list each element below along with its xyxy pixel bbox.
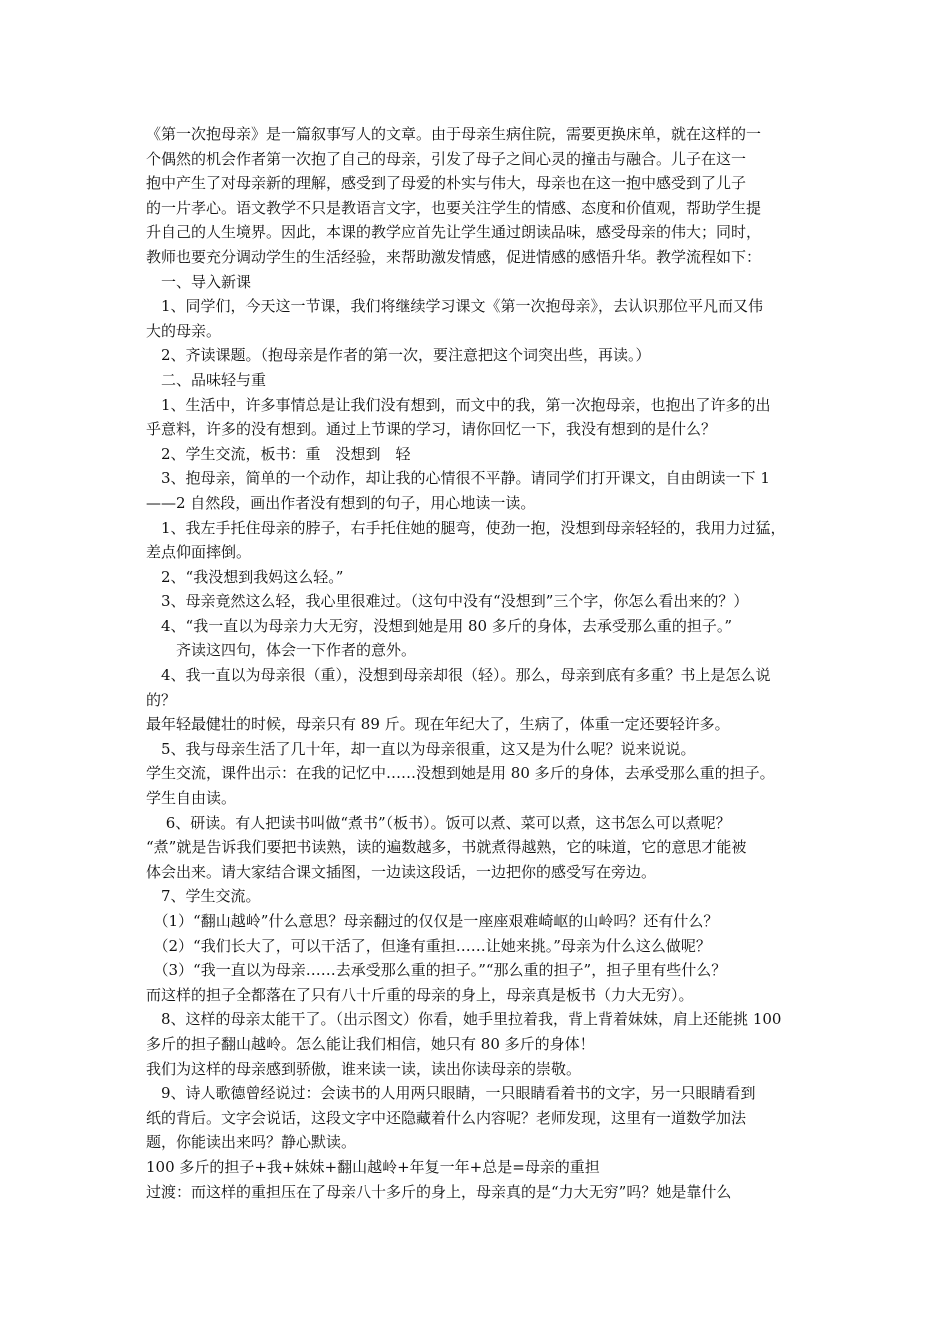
text-line: 题，你能读出来吗？静心默读。 [146,1133,357,1152]
text-line: 我们为这样的母亲感到骄傲，谁来读一读，读出你读母亲的崇敬。 [146,1059,582,1078]
text-line: 4、“我一直以为母亲力大无穷，没想到她是用 80 多斤的身体，去承受那么重的担子。” [146,616,733,635]
document-body [146,122,814,1204]
text-line: 1、我左手托住母亲的脖子，右手托住她的腿弯，使劲一抱，没想到母亲轻轻的，我用力过猛， [146,518,786,537]
text-line: 2、齐读课题。（抱母亲是作者的第一次，要注意把这个词突出些，再读。） [146,346,651,365]
text-line: （3）“我一直以为母亲……去承受那么重的担子。”“那么重的担子”，担子里有些什么？ [146,961,727,980]
text-line: 7、学生交流。 [146,887,261,906]
text-line: 乎意料，许多的没有想到。通过上节课的学习，请你回忆一下，我没有想到的是什么？ [146,420,717,439]
text-line: 2、“我没想到我妈这么轻。” [146,567,344,586]
text-line: （2）“我们长大了，可以干活了，但逢有重担……让她来挑。”母亲为什么这么做呢？ [146,936,711,955]
text-line: 3、母亲竟然这么轻，我心里很难过。（这句中没有“没想到”三个字，你怎么看出来的？） [146,592,749,611]
text-line: 8、这样的母亲太能干了。（出示图文）你看，她手里拉着我，背上背着妹妹，肩上还能挑 100 [146,1010,782,1029]
section-heading: 一、导入新课 [146,272,252,291]
section-heading: 二、品味轻与重 [146,370,267,389]
text-line: 最年轻最健壮的时候，母亲只有 89 斤。现在年纪大了，生病了，体重一定还要轻许多。 [146,715,730,734]
text-line: 过渡：而这样的重担压在了母亲八十多斤的身上，母亲真的是“力大无穷”吗？她是靠什么 [146,1182,732,1201]
text-line: 学生自由读。 [146,789,237,808]
text-line: 多斤的担子翻山越岭。怎么能让我们相信，她只有 80 多斤的身体！ [146,1034,595,1053]
text-line: 而这样的担子全都落在了只有八十斤重的母亲的身上，母亲真是板书（力大无穷）。 [146,985,694,1004]
text-line: 1、生活中，许多事情总是让我们没有想到，而文中的我，第一次抱母亲，也抱出了许多的出 [146,395,771,414]
text-line: 教师也要充分调动学生的生活经验，来帮助激发情感，促进情感的感悟升华。教学流程如下： [146,247,762,266]
text-line: 100 多斤的担子+我+妹妹+翻山越岭+年复一年+总是=母亲的重担 [146,1157,600,1176]
text-line: 9、诗人歌德曾经说过：会读书的人用两只眼睛，一只眼睛看着书的文字，另一只眼睛看到 [146,1084,756,1103]
text-line: 抱中产生了对母亲新的理解，感受到了母爱的朴实与伟大，母亲也在这一抱中感受到了儿子 [146,174,747,193]
text-line: 体会出来。请大家结合课文插图，一边读这段话，一边把你的感受写在旁边。 [146,862,657,881]
text-line: 1、同学们，今天这一节课，我们将继续学习课文《第一次抱母亲》，去认识那位平凡而又伟 [146,297,764,316]
text-line: 4、我一直以为母亲很（重），没想到母亲却很（轻）。那么，母亲到底有多重？书上是怎么说 [146,666,771,685]
text-line: 学生交流，课件出示：在我的记忆中……没想到她是用 80 多斤的身体，去承受那么重的担子。 [146,764,775,783]
text-line: “煮”就是告诉我们要把书读熟，读的遍数越多，书就煮得越熟，它的味道，它的意思才能被 [146,838,747,857]
text-line: 6、研读。有人把读书叫做“煮书”（板书）。饭可以煮、菜可以煮，这书怎么可以煮呢？ [146,813,731,832]
text-line: ——2 自然段，画出作者没有想到的句子，用心地读一读。 [146,493,536,512]
text-line: 《第一次抱母亲》是一篇叙事写人的文章。由于母亲生病住院，需要更换床单，就在这样的一 [146,125,762,143]
text-line: 个偶然的机会作者第一次抱了自己的母亲，引发了母子之间心灵的撞击与融合。儿子在这一 [146,149,747,168]
text-line: 2、学生交流，板书：重 没想到 轻 [146,444,411,463]
text-line: 纸的背后。文字会说话，这段文字中还隐藏着什么内容呢？老师发现，这里有一道数学加法 [146,1108,747,1127]
text-line: 5、我与母亲生活了几十年，却一直以为母亲很重，这又是为什么呢？说来说说。 [146,739,696,758]
text-line: （1）“翻山越岭”什么意思？母亲翻过的仅仅是一座座艰难崎岖的山岭吗？还有什么？ [146,912,719,930]
text-line: 的？ [146,690,177,709]
text-line: 大的母亲。 [146,321,222,340]
text-line: 的一片孝心。语文教学不只是教语言文字，也要关注学生的情感、态度和价值观，帮助学生提 [146,198,762,217]
text-line: 升自己的人生境界。因此，本课的教学应首先让学生通过朗读品味，感受母亲的伟大；同时， [146,223,762,242]
text-line: 齐读这四句，体会一下作者的意外。 [146,641,417,660]
text-line: 3、抱母亲，简单的一个动作，却让我的心情很不平静。请同学们打开课文，自由朗读一下 1 [146,469,770,488]
text-line: 差点仰面摔倒。 [146,543,252,562]
